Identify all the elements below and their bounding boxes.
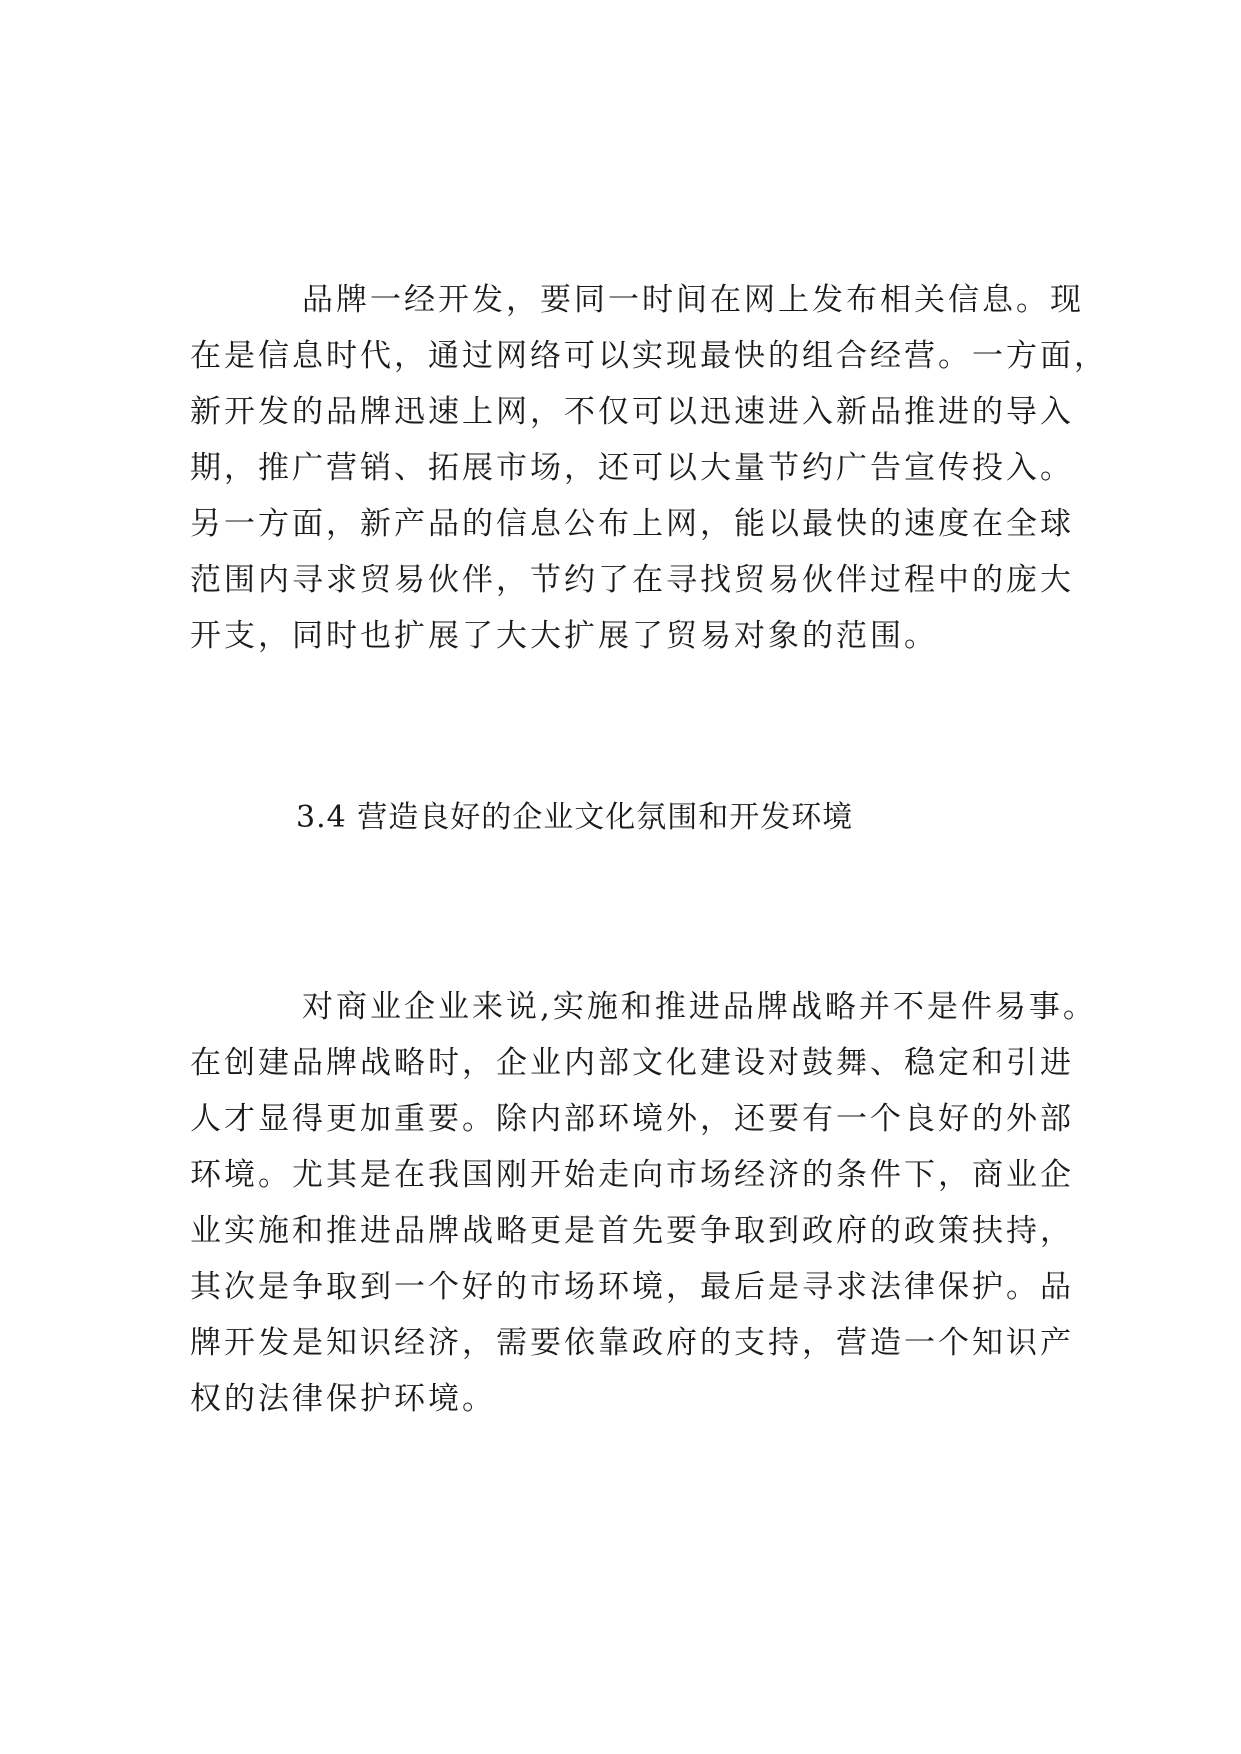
paragraph-line: 在创建品牌战略时，企业内部文化建设对鼓舞、稳定和引进 bbox=[190, 1045, 1074, 1081]
paragraph-line: 业实施和推进品牌战略更是首先要争取到政府的政策扶持， bbox=[190, 1213, 1074, 1249]
paragraph-line: 其次是争取到一个好的市场环境，最后是寻求法律保护。品 bbox=[190, 1269, 1074, 1305]
paragraph-line: 人才显得更加重要。除内部环境外，还要有一个良好的外部 bbox=[190, 1101, 1074, 1137]
paragraph-line: 范围内寻求贸易伙伴，节约了在寻找贸易伙伴过程中的庞大 bbox=[190, 562, 1074, 598]
paragraph-line: 开支，同时也扩展了大大扩展了贸易对象的范围。 bbox=[190, 618, 938, 654]
paragraph-line: 环境。尤其是在我国刚开始走向市场经济的条件下，商业企 bbox=[190, 1157, 1074, 1193]
paragraph-line: 品牌一经开发，要同一时间在网上发布相关信息。现 bbox=[302, 282, 1084, 318]
paragraph-line: 牌开发是知识经济，需要依靠政府的支持，营造一个知识产 bbox=[190, 1325, 1074, 1361]
paragraph-line: 对商业企业来说,实施和推进品牌战略并不是件易事。 bbox=[302, 989, 1097, 1025]
paragraph-line: 权的法律保护环境。 bbox=[190, 1381, 496, 1417]
section-heading: 3.4 营造良好的企业文化氛围和开发环境 bbox=[296, 800, 854, 835]
paragraph-line: 另一方面，新产品的信息公布上网，能以最快的速度在全球 bbox=[190, 506, 1074, 542]
paragraph-line: 新开发的品牌迅速上网，不仅可以迅速进入新品推进的导入 bbox=[190, 394, 1074, 430]
paragraph-line: 在是信息时代，通过网络可以实现最快的组合经营。一方面， bbox=[190, 338, 1108, 374]
paragraph-brand-online bbox=[190, 272, 1108, 664]
paragraph-corporate-culture bbox=[190, 979, 1097, 1427]
paragraph-line: 期，推广营销、拓展市场，还可以大量节约广告宣传投入。 bbox=[190, 450, 1074, 486]
